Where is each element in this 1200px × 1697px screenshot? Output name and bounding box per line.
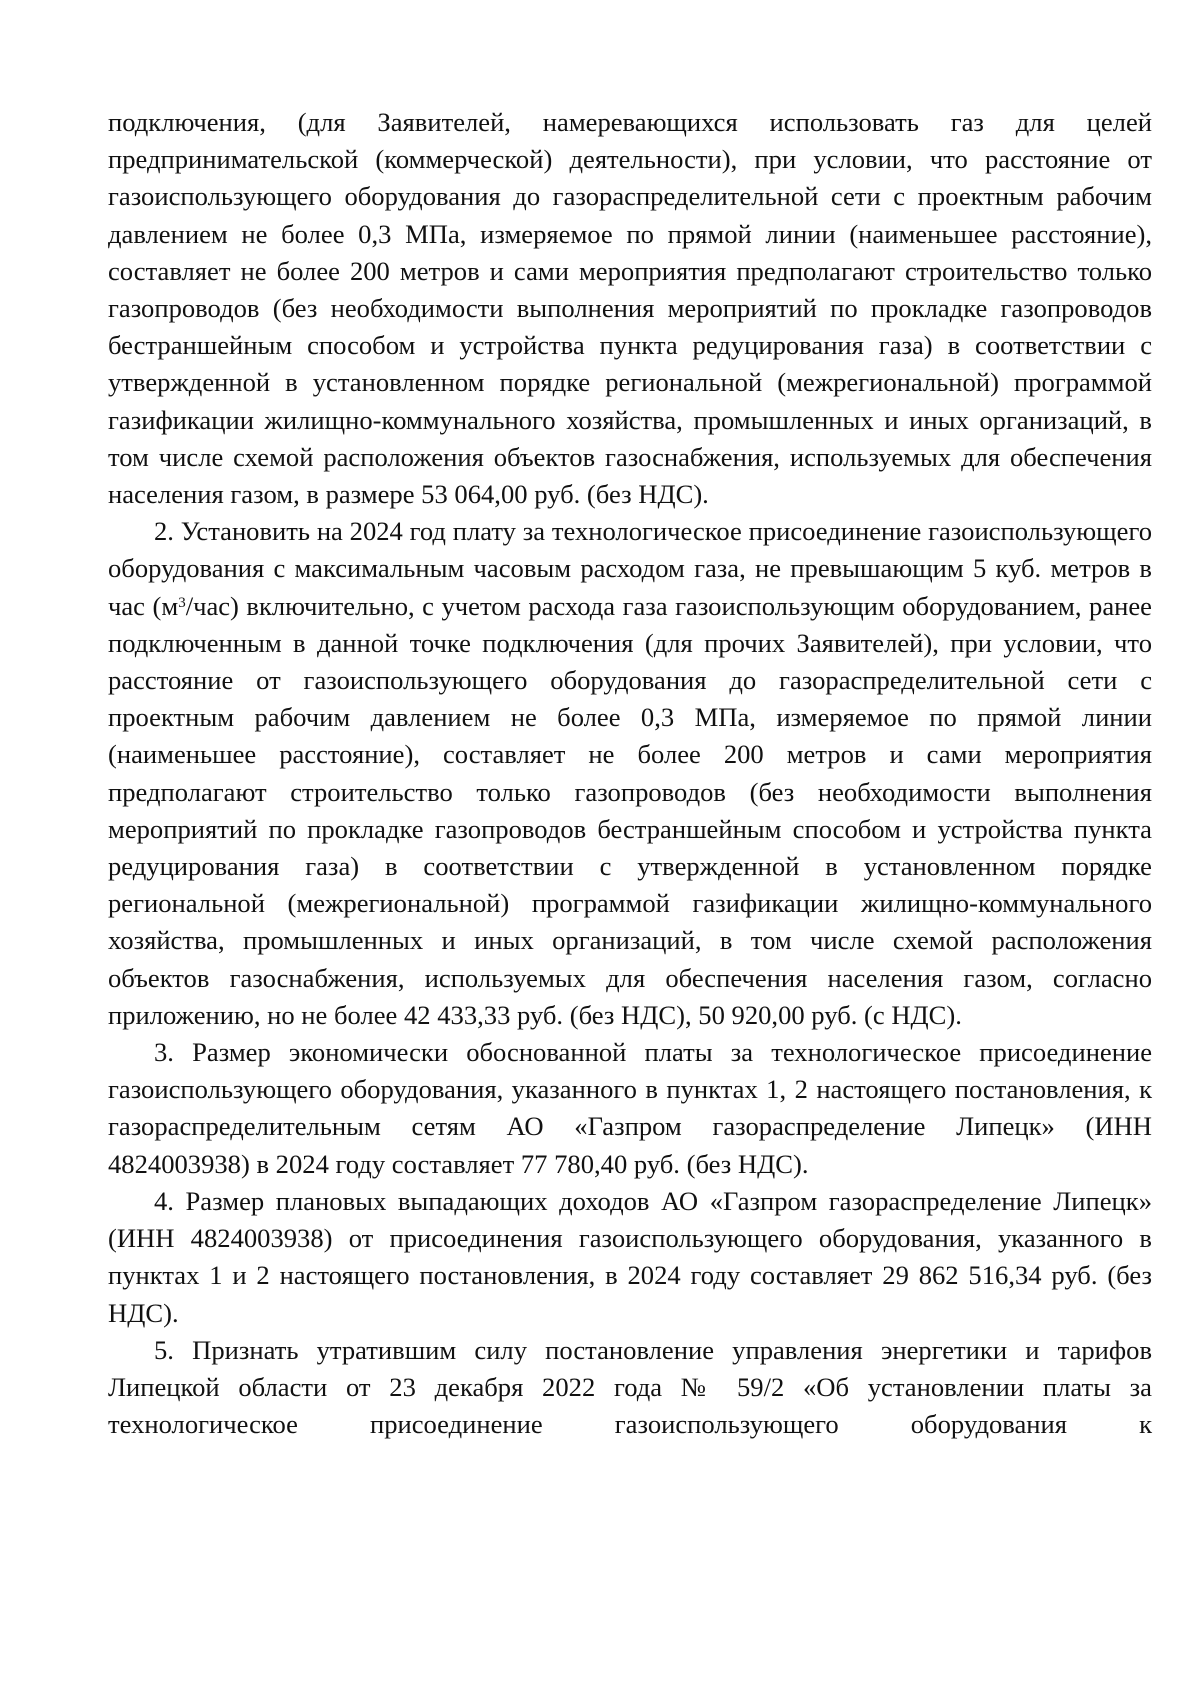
paragraph-continuation: подключения, (для Заявителей, намеревающихся использовать газ для целей предпринимательской (коммерческой) деятельности), при условии, что расстояние от газоиспользующего оборудования до газораспределительной сети с проектным рабочим давлением не более 0,3 МПа, измеряемое по прямой линии (наименьшее расстояние), составляет не более 200 метров и сами мероприятия предполагают строительство только газопроводов (без необходимости выполнения мероприятий по прокладке газопроводов бестраншейным способом и устройства пункта редуцирования газа) в соответствии с утвержденной в установленном порядке региональной (межрегиональной) программой газификации жилищно-коммунального хозяйства, промышленных и иных организаций, в том числе схемой расположения объектов газоснабжения, используемых для обеспечения населения газом, в размере 53 064,00 руб. (без НДС). (108, 107, 1152, 510)
paragraph-item-4: 4. Размер плановых выпадающих доходов АО «Газпром газораспределение Липецк» (ИНН 4824003938) от присоединения газоиспользующего оборудования, указанного в пунктах 1 и 2 настоящего постановления, в 2024 году составляет 29 862 516,34 руб. (без НДС). (108, 1185, 1152, 1328)
document-page (108, 104, 1152, 1443)
paragraph-item-2-text-start: 2. Установить на 2024 год плату за технологическое присоединение газоиспользующего оборудования с максимальным часовым расходом газа, не превышающим 5 куб. метров в час (м (108, 516, 1152, 621)
paragraph-item-3: 3. Размер экономически обоснованной платы за технологическое присоединение газоиспользующего оборудования, указанного в пунктах 1, 2 настоящего постановления, к газораспределительным сетям АО «Газпром газораспределение Липецк» (ИНН 4824003938) в 2024 году составляет 77 780,40 руб. (без НДС). (108, 1037, 1152, 1179)
paragraph-item-5: 5. Признать утратившим силу постановление управления энергетики и тарифов Липецкой области от 23 декабря 2022 года № 59/2 «Об установлении платы за технологическое присоединение газоиспользующего оборудования к (108, 1334, 1152, 1440)
paragraph-item-2 (108, 513, 1152, 1034)
superscript-cubic: 3 (178, 594, 186, 611)
paragraph-item-2-text-end: /час) включительно, с учетом расхода газа газоиспользующим оборудованием, ранее подключенным в данной точке подключения (для прочих Заявителей), при условии, что расстояние от газоиспользующего оборудования до газораспределительной сети с проектным рабочим давлением не более 0,3 МПа, измеряемое по прямой линии (наименьшее расстояние), составляет не более 200 метров и сами мероприятия предполагают строительство только газопроводов (без необходимости выполнения мероприятий по прокладке газопроводов бестраншейным способом и устройства пункта редуцирования газа) в соответствии с утвержденной в установленном порядке региональной (межрегиональной) программой газификации жилищно-коммунального хозяйства, промышленных и иных организаций, в том числе схемой расположения объектов газоснабжения, используемых для обеспечения населения газом, согласно приложению, но не более 42 433,33 руб. (без НДС), 50 920,00 руб. (с НДС). (108, 590, 1152, 1030)
